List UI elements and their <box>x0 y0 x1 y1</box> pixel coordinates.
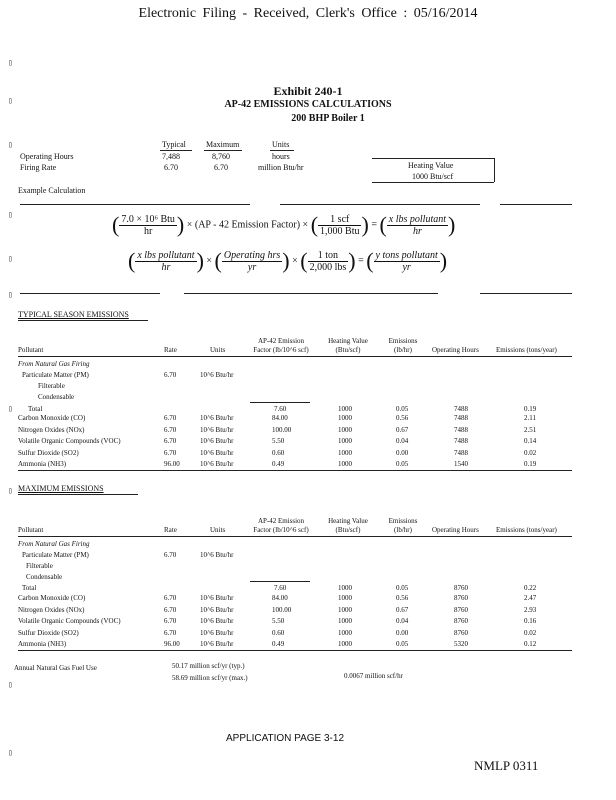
margin-mark: ▯ <box>8 140 13 149</box>
maximum-total-ef: 7.60 <box>274 584 287 592</box>
margin-mark: ▯ <box>8 486 13 495</box>
exhibit-title: Exhibit 240-1 <box>273 84 343 98</box>
maximum-row-rate: 6.70 <box>164 605 177 614</box>
col-rate: Rate <box>164 526 177 534</box>
col-hv-1: Heating Value <box>328 517 368 525</box>
maximum-row-hours: 8760 <box>454 605 468 614</box>
maximum-row-units: 10^6 Btu/hr <box>200 640 234 648</box>
col-em-tpy: Emissions (tons/year) <box>496 526 557 534</box>
typical-row-units: 10^6 Btu/hr <box>200 460 234 468</box>
margin-mark: ▯ <box>8 290 13 299</box>
maximum-row-units: 10^6 Btu/hr <box>200 605 234 614</box>
maximum-row-em: 0.05 <box>396 640 409 648</box>
typical-pm-sub: Condensable <box>38 393 75 401</box>
margin-mark: ▯ <box>8 96 13 105</box>
maximum-total-tpy: 0.22 <box>524 584 537 592</box>
maximum-row-hv: 1000 <box>338 628 352 637</box>
col-hv-2: (Btu/scf) <box>335 346 361 354</box>
bates-number: NMLP 0311 <box>474 758 539 773</box>
maximum-row-ef: 100.00 <box>272 605 292 614</box>
typical-row-label: Carbon Monoxide (CO) <box>18 414 86 422</box>
maximum-row-em: 0.56 <box>396 594 409 602</box>
margin-mark: ▯ <box>8 680 13 689</box>
typical-pm-rate: 6.70 <box>164 371 177 379</box>
typical-row-units: 10^6 Btu/hr <box>200 414 234 422</box>
example-label: Example Calculation <box>18 186 86 195</box>
op-hours-maximum: 8,760 <box>212 152 230 161</box>
firing-rate-typical: 6.70 <box>164 163 178 172</box>
typical-row-rate: 96.00 <box>164 460 180 468</box>
maximum-row-hv: 1000 <box>338 605 352 614</box>
typical-row-ef: 5.50 <box>272 437 285 445</box>
col-op-hours: Operating Hours <box>432 346 479 354</box>
typical-group: From Natural Gas Firing <box>18 360 90 368</box>
maximum-total-hv: 1000 <box>338 584 352 592</box>
col-pollutant: Pollutant <box>18 346 44 354</box>
margin-mark: ▯ <box>8 58 13 67</box>
col-em-1: Emissions <box>388 337 418 345</box>
col-units-m: Units <box>210 526 226 534</box>
typical-total-tpy: 0.19 <box>524 405 537 413</box>
col-hv-1: Heating Value <box>328 337 368 345</box>
maximum-row-tpy: 0.12 <box>524 640 537 648</box>
col-ef-2: Factor (lb/10^6 scf) <box>253 526 309 534</box>
margin-mark: ▯ <box>8 404 13 413</box>
maximum-row-ef: 5.50 <box>272 617 285 625</box>
equation-1: ( $\frac{\text{7.0 × 10⁶ Btu}}{hr}$ ) × (AP - 42 Emission Factor) × ( $\frac{\text{1 scf}}{\text{1,000 Btu}}$ ) = ( $\frac{\text{x lbs pollutant}}{hr}$ ) <box>112 212 456 237</box>
maximum-row-rate: 6.70 <box>164 594 177 602</box>
typical-row-units: 10^6 Btu/hr <box>200 448 234 457</box>
typical-row-rate: 6.70 <box>164 414 177 422</box>
op-hours-units: hours <box>272 152 290 161</box>
op-hours-label: Operating Hours <box>20 152 74 161</box>
typical-row-hours: 7488 <box>454 425 468 434</box>
typical-row-tpy: 0.14 <box>524 437 537 445</box>
maximum-row-units: 10^6 Btu/hr <box>200 628 234 637</box>
fuel-use-label: Annual Natural Gas Fuel Use <box>14 664 97 672</box>
maximum-pm-sub: Filterable <box>26 562 53 570</box>
maximum-total-em: 0.05 <box>396 584 409 592</box>
fuel-use-rate: 0.0067 million scf/hr <box>344 672 403 680</box>
col-em-1: Emissions <box>388 517 418 525</box>
main-title: AP-42 EMISSIONS CALCULATIONS <box>224 99 392 110</box>
maximum-total-label: Total <box>22 584 37 592</box>
maximum-row-em: 0.04 <box>396 617 409 625</box>
typical-row-ef: 100.00 <box>272 425 292 434</box>
typical-row-ef: 0.60 <box>272 448 285 457</box>
maximum-row-rate: 6.70 <box>164 617 177 625</box>
typical-row-rate: 6.70 <box>164 425 177 434</box>
maximum-row-tpy: 2.93 <box>524 605 537 614</box>
col-em-2: (lb/hr) <box>394 526 412 534</box>
typical-row-em: 0.00 <box>396 448 409 457</box>
maximum-row-ef: 0.60 <box>272 628 285 637</box>
heating-value-label: Heating Value <box>408 161 454 170</box>
col-units-t: Units <box>210 346 226 354</box>
maximum-row-units: 10^6 Btu/hr <box>200 594 234 602</box>
typical-pm-units: 10^6 Btu/hr <box>200 371 234 379</box>
typical-row-tpy: 0.02 <box>524 448 537 457</box>
typical-row-hv: 1000 <box>338 460 352 468</box>
firing-rate-label: Firing Rate <box>20 163 57 172</box>
maximum-row-ef: 84.00 <box>272 594 288 602</box>
maximum-heading: MAXIMUM EMISSIONS <box>18 484 104 493</box>
typical-row-ef: 84.00 <box>272 414 288 422</box>
maximum-row-units: 10^6 Btu/hr <box>200 617 234 625</box>
maximum-pm-sub: Condensable <box>26 573 63 581</box>
margin-mark: ▯ <box>8 210 13 219</box>
maximum-pm-units: 10^6 Btu/hr <box>200 551 234 559</box>
maximum-group: From Natural Gas Firing <box>18 540 90 548</box>
typical-row-ef: 0.49 <box>272 460 285 468</box>
typical-total-hv: 1000 <box>338 405 352 413</box>
typical-total-hours: 7488 <box>454 405 468 413</box>
col-em-tpy: Emissions (tons/year) <box>496 346 557 354</box>
maximum-row-em: 0.00 <box>396 628 409 637</box>
typical-row-hours: 7488 <box>454 448 468 457</box>
maximum-row-label: Ammonia (NH3) <box>18 640 67 648</box>
col-hv-2: (Btu/scf) <box>335 526 361 534</box>
fuel-use-typical: 50.17 million scf/yr (typ.) <box>172 662 245 670</box>
typical-row-hv: 1000 <box>338 414 352 422</box>
margin-mark: ▯ <box>8 748 13 757</box>
maximum-row-hv: 1000 <box>338 617 352 625</box>
typical-row-label: Ammonia (NH3) <box>18 460 67 468</box>
maximum-row-hv: 1000 <box>338 640 352 648</box>
maximum-row-em: 0.67 <box>396 605 409 614</box>
maximum-row-hours: 8760 <box>454 594 468 602</box>
typical-row-hours: 7488 <box>454 437 468 445</box>
typical-row-em: 0.56 <box>396 414 409 422</box>
col-em-2: (lb/hr) <box>394 346 412 354</box>
typical-total-label: Total <box>28 405 43 413</box>
col-units: Units <box>272 140 290 149</box>
typical-row-tpy: 2.51 <box>524 425 537 434</box>
typical-row-em: 0.67 <box>396 425 409 434</box>
typical-row-hv: 1000 <box>338 425 352 434</box>
fuel-use-maximum: 58.69 million scf/yr (max.) <box>172 674 248 682</box>
typical-row-tpy: 0.19 <box>524 460 537 468</box>
maximum-row-tpy: 2.47 <box>524 594 537 602</box>
maximum-row-label: Nitrogen Oxides (NOx) <box>18 605 85 614</box>
col-pollutant: Pollutant <box>18 526 44 534</box>
filing-stamp: Electronic Filing - Received, Clerk's Office : 05/16/2014 <box>138 6 478 21</box>
maximum-row-ef: 0.49 <box>272 640 285 648</box>
typical-row-label: Volatile Organic Compounds (VOC) <box>18 437 121 445</box>
typical-row-em: 0.05 <box>396 460 409 468</box>
typical-row-rate: 6.70 <box>164 448 177 457</box>
maximum-row-hv: 1000 <box>338 594 352 602</box>
equation-2: ( $\frac{\text{x lbs pollutant}}{hr}$ ) × ( $\frac{\text{Operating hrs}}{yr}$ ) × ( $\frac{\text{1 ton}}{\text{2,000 lbs}}$ ) = ( $\frac{\text{y tons pollutant}}{yr}$ ) <box>128 248 448 273</box>
typical-row-units: 10^6 Btu/hr <box>200 437 234 445</box>
typical-row-hours: 1540 <box>454 460 468 468</box>
typical-row-hours: 7488 <box>454 414 468 422</box>
col-ef-1: AP-42 Emission <box>257 337 305 345</box>
firing-rate-units: million Btu/hr <box>258 163 304 172</box>
typical-total-ef: 7.60 <box>274 405 287 413</box>
typical-row-label: Nitrogen Oxides (NOx) <box>18 425 85 434</box>
maximum-row-tpy: 0.16 <box>524 617 537 625</box>
maximum-row-rate: 96.00 <box>164 640 180 648</box>
maximum-row-hours: 5320 <box>454 640 468 648</box>
maximum-row-hours: 8760 <box>454 617 468 625</box>
margin-mark: ▯ <box>8 254 13 263</box>
maximum-row-rate: 6.70 <box>164 628 177 637</box>
heating-value: 1000 Btu/scf <box>412 172 454 181</box>
op-hours-typical: 7,488 <box>162 152 180 161</box>
col-ef-1: AP-42 Emission <box>257 517 305 525</box>
col-maximum: Maximum <box>206 140 240 149</box>
typical-row-hv: 1000 <box>338 437 352 445</box>
typical-pm-sub: Filterable <box>38 382 65 390</box>
typical-heading: TYPICAL SEASON EMISSIONS <box>18 310 129 319</box>
typical-row-hv: 1000 <box>338 448 352 457</box>
typical-total-em: 0.05 <box>396 405 409 413</box>
firing-rate-maximum: 6.70 <box>214 163 228 172</box>
col-typical: Typical <box>162 140 186 149</box>
maximum-row-label: Carbon Monoxide (CO) <box>18 594 86 602</box>
typical-row-tpy: 2.11 <box>524 414 536 422</box>
typical-pm-label: Particulate Matter (PM) <box>22 371 89 379</box>
maximum-pm-rate: 6.70 <box>164 551 177 559</box>
col-op-hours: Operating Hours <box>432 526 479 534</box>
sub-title: 200 BHP Boiler 1 <box>291 113 365 124</box>
col-ef-2: Factor (lb/10^6 scf) <box>253 346 309 354</box>
typical-row-units: 10^6 Btu/hr <box>200 425 234 434</box>
maximum-total-hours: 8760 <box>454 584 468 592</box>
typical-row-rate: 6.70 <box>164 437 177 445</box>
maximum-row-label: Sulfur Dioxide (SO2) <box>18 628 79 637</box>
maximum-pm-label: Particulate Matter (PM) <box>22 551 89 559</box>
typical-row-label: Sulfur Dioxide (SO2) <box>18 448 79 457</box>
maximum-row-hours: 8760 <box>454 628 468 637</box>
col-rate: Rate <box>164 346 177 354</box>
maximum-row-tpy: 0.02 <box>524 628 537 637</box>
page-footer: APPLICATION PAGE 3-12 <box>226 733 345 744</box>
typical-row-em: 0.04 <box>396 437 409 445</box>
maximum-row-label: Volatile Organic Compounds (VOC) <box>18 617 121 625</box>
